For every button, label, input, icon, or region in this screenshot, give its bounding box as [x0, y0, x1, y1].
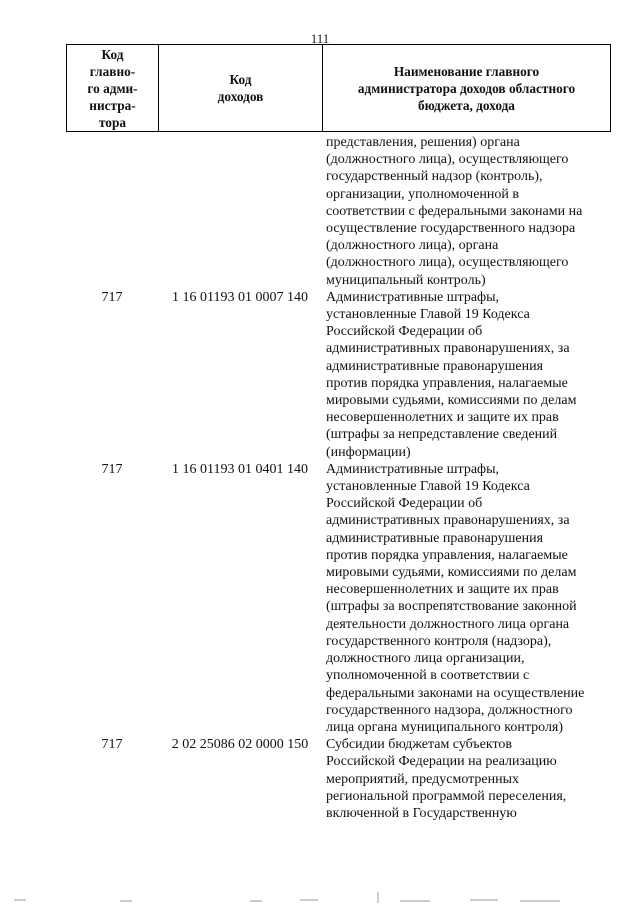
header-admin-line: нистра- [89, 97, 136, 113]
name-line: организации, уполномоченной в [326, 186, 520, 202]
name-line: административных правонарушениях, за [326, 513, 570, 529]
name-line: мировыми судьями, комиссиями по делам [326, 393, 577, 409]
scan-artifacts [0, 891, 640, 905]
table-header [66, 44, 611, 132]
header-income-line: доходов [217, 89, 264, 104]
name-line: уполномоченной в соответствии с [326, 668, 530, 684]
name-line: государственный надзор (контроль), [326, 169, 543, 185]
name-line: Административные штрафы, [326, 289, 500, 305]
name-cell [322, 461, 611, 736]
header-income-line: Код [229, 72, 252, 87]
header-admin-line: Код [101, 46, 124, 62]
name-line: должностного лица организации, [326, 651, 525, 667]
name-line: (должностного лица), органа [326, 238, 499, 254]
admin-code-cell: 717 [101, 461, 123, 477]
table-row [66, 461, 611, 736]
name-line: против порядка управления, налагаемые [326, 375, 568, 391]
name-line: соответствии с федеральными законами на [326, 203, 583, 219]
header-income-code [159, 45, 323, 131]
name-line: (должностного лица), осуществляющего [326, 152, 569, 168]
name-line: административные правонарушения [326, 530, 544, 546]
name-line: административных правонарушениях, за [326, 341, 570, 357]
name-line: несовершеннолетних и защите их прав [326, 410, 559, 426]
income-code-cell: 1 16 01193 01 0007 140 [172, 289, 308, 305]
name-line: осуществление государственного надзора [326, 221, 576, 237]
admin-code-cell: 717 [101, 289, 123, 305]
name-line: представления, решения) органа [326, 135, 520, 150]
header-admin-line: главно- [89, 63, 136, 79]
name-cell [322, 134, 611, 289]
name-line: мероприятий, предусмотренных [326, 771, 520, 787]
income-code-cell [158, 134, 322, 289]
header-name-line: бюджета, дохода [418, 97, 515, 113]
income-code-cell: 1 16 01193 01 0401 140 [172, 461, 308, 477]
name-line: мировыми судьями, комиссиями по делам [326, 565, 577, 581]
name-line: Российской Федерации об [326, 324, 483, 340]
name-line: (должностного лица), осуществляющего [326, 255, 569, 271]
header-name [323, 45, 610, 131]
name-line: лица органа муниципального контроля) [326, 719, 564, 735]
name-line: административные правонарушения [326, 358, 544, 374]
name-line: Российской Федерации об [326, 496, 483, 512]
name-line: несовершеннолетних и защите их прав [326, 582, 559, 598]
name-line: муниципальный контроль) [326, 272, 486, 288]
name-line: (штрафы за непредставление сведений [326, 427, 558, 443]
table-body [66, 134, 611, 822]
name-line: против порядка управления, налагаемые [326, 547, 568, 563]
name-line: государственного надзора, должностного [326, 702, 573, 718]
page-number: 111 [310, 31, 330, 46]
name-cell [322, 289, 611, 461]
name-line: деятельности должностного лица органа [326, 616, 570, 632]
header-admin-line: го адми- [87, 80, 138, 96]
header-name-line: Наименование главного [393, 63, 540, 79]
name-line: установленные Главой 19 Кодекса [326, 479, 530, 495]
header-name-line: администратора доходов областного [357, 80, 576, 96]
name-line: включенной в Государственную [326, 805, 517, 821]
admin-code-cell [66, 134, 158, 289]
name-cell [322, 736, 611, 822]
name-line: Субсидии бюджетам субъектов [326, 737, 513, 753]
income-code-cell: 2 02 25086 02 0000 150 [171, 737, 309, 753]
table-row [66, 289, 611, 461]
table-row [66, 134, 611, 289]
admin-code-cell: 717 [101, 737, 123, 753]
name-line: (информации) [326, 444, 411, 460]
header-admin-line: тора [98, 114, 127, 130]
name-line: государственного контроля (надзора), [326, 633, 552, 649]
name-line: (штрафы за воспрепятствование законной [326, 599, 577, 615]
header-admin-code [67, 45, 159, 131]
name-line: федеральными законами на осуществление [326, 685, 585, 701]
name-line: региональной программой переселения, [326, 788, 567, 804]
table-row [66, 736, 611, 822]
name-line: установленные Главой 19 Кодекса [326, 307, 530, 323]
name-line: Российской Федерации на реализацию [326, 754, 557, 770]
name-line: Административные штрафы, [326, 461, 500, 477]
